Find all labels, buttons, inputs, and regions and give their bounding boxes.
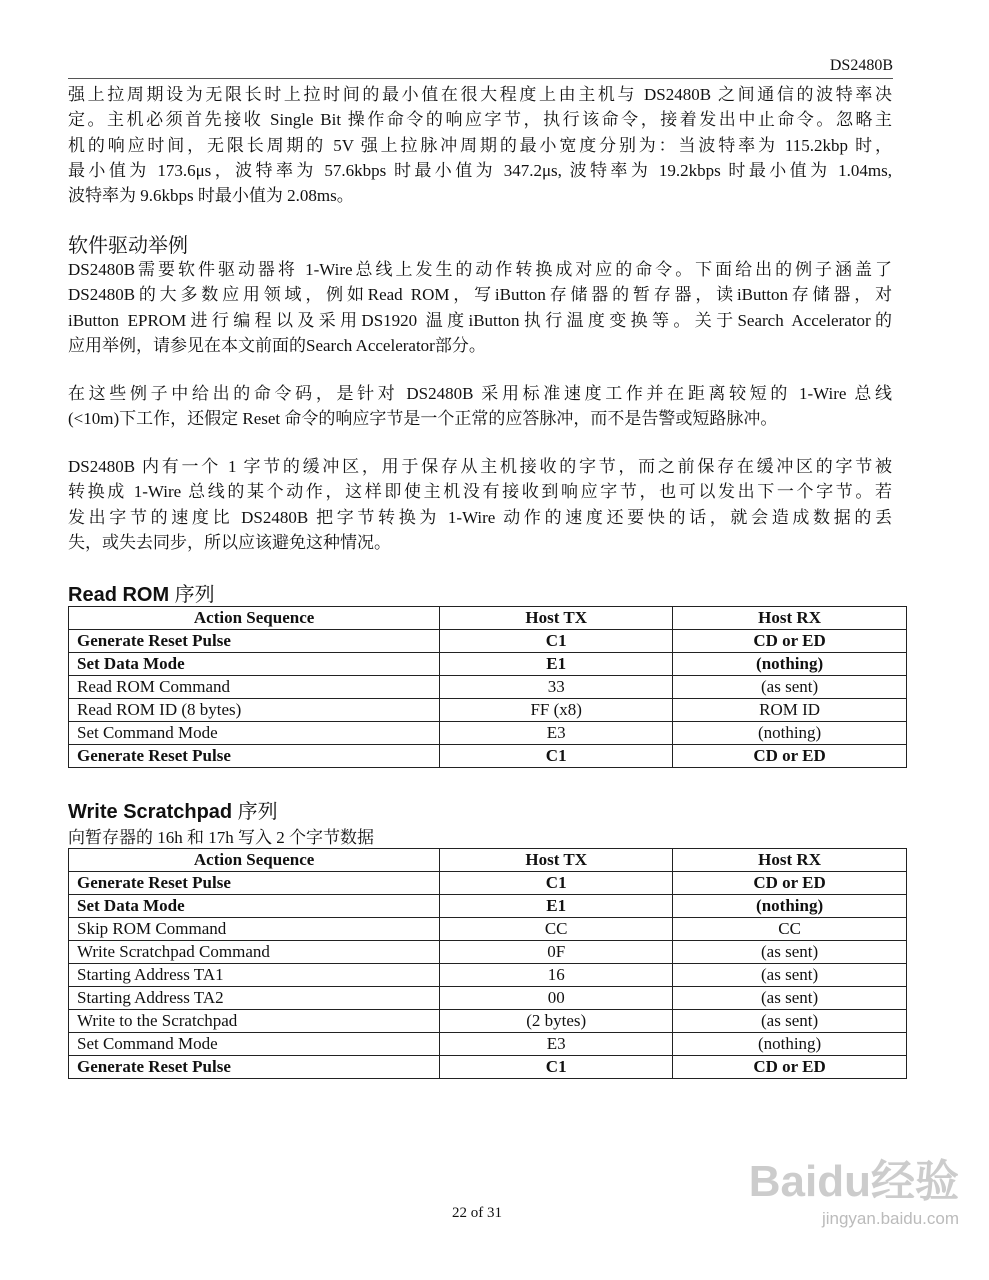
host-rx-cell: ROM ID (673, 699, 907, 722)
host-tx-cell: E3 (440, 722, 673, 745)
host-tx-cell: E3 (440, 1033, 673, 1056)
text-line: 失，或失去同步，所以应该避免这种情况。 (68, 532, 391, 552)
table-row (69, 745, 907, 768)
text-line: 应用举例，请参见在本文前面的Search Accelerator部分。 (68, 335, 486, 355)
column-header: Host TX (440, 607, 673, 630)
host-rx-cell: (nothing) (673, 722, 907, 745)
host-rx-cell: (as sent) (673, 1010, 907, 1033)
write-scratchpad-table (68, 848, 907, 1079)
action-cell: Generate Reset Pulse (69, 745, 440, 768)
text-line: DS2480B需要软件驱动器将 1-Wire总线上发生的动作转换成对应的命令。下面给出的例子涵盖了 (68, 260, 892, 279)
host-rx-cell: CD or ED (673, 745, 907, 768)
column-header: Host RX (673, 849, 907, 872)
action-cell: Write to the Scratchpad (69, 1010, 440, 1033)
host-rx-cell: (nothing) (673, 653, 907, 676)
host-tx-cell: FF (x8) (440, 699, 673, 722)
watermark-url: jingyan.baidu.com (821, 1209, 959, 1228)
host-tx-cell: E1 (440, 895, 673, 918)
column-header: Action Sequence (69, 849, 440, 872)
action-cell: Read ROM Command (69, 676, 440, 699)
host-tx-cell: C1 (440, 745, 673, 768)
column-header: Host RX (673, 607, 907, 630)
write-scratchpad-subtitle: 向暂存器的 16h 和 17h 写入 2 个字节数据 (68, 828, 374, 847)
action-cell: Generate Reset Pulse (69, 1056, 440, 1079)
action-cell: Starting Address TA2 (69, 987, 440, 1010)
paragraph-buffer (68, 454, 892, 555)
text-line: 强上拉周期设为无限长时上拉时间的最小值在很大程度上由主机与 DS2480B 之间通信的波特率决 (68, 85, 892, 104)
host-tx-cell: 00 (440, 987, 673, 1010)
action-cell: Skip ROM Command (69, 918, 440, 941)
text-line: 发出字节的速度比 DS2480B 把字节转换为 1-Wire 动作的速度还要快的话，就会造成数据的丢 (68, 507, 892, 527)
table-row (69, 872, 907, 895)
text-line: iButton EPROM进行编程以及采用DS1920 温度iButton执行温度变换等。关于Search Accelerator的 (68, 310, 892, 330)
table-row (69, 964, 907, 987)
host-tx-cell: C1 (440, 1056, 673, 1079)
table-row (69, 987, 907, 1010)
table-header-row (69, 607, 907, 630)
action-cell: Set Command Mode (69, 722, 440, 745)
table-row (69, 895, 907, 918)
page-number: 22 of 31 (452, 1205, 502, 1221)
column-header: Action Sequence (69, 607, 440, 630)
host-tx-cell: 33 (440, 676, 673, 699)
host-rx-cell: (nothing) (673, 1033, 907, 1056)
host-tx-cell: 0F (440, 941, 673, 964)
host-rx-cell: (nothing) (673, 895, 907, 918)
text-line: (<10m)下工作，还假定 Reset 命令的响应字节是一个正常的应答脉冲，而不是告警或短路脉冲。 (68, 409, 778, 429)
action-cell: Generate Reset Pulse (69, 872, 440, 895)
table-row (69, 722, 907, 745)
text-line: 机的响应时间，无限长周期的 5V 强上拉脉冲周期的最小宽度分别为：当波特率为 115.2kbp 时， (68, 135, 892, 155)
text-line: DS2480B 内有一个 1 字节的缓冲区，用于保存从主机接收的字节，而之前保存在缓冲区的字节被 (68, 457, 892, 476)
write-scratchpad-heading (68, 795, 278, 824)
table-row (69, 653, 907, 676)
action-cell: Set Data Mode (69, 895, 440, 918)
table-row (69, 941, 907, 964)
action-cell: Generate Reset Pulse (69, 630, 440, 653)
table-row (69, 676, 907, 699)
read-rom-heading (68, 578, 215, 607)
host-rx-cell: CD or ED (673, 1056, 907, 1079)
action-cell: Write Scratchpad Command (69, 941, 440, 964)
host-rx-cell: (as sent) (673, 987, 907, 1010)
text-line: DS2480B的大多数应用领域，例如Read ROM，写iButton存储器的暂存器，读iButton存储器，对 (68, 285, 892, 305)
heading-cn: 序列 (169, 584, 215, 606)
baidu-watermark (748, 1157, 959, 1228)
table-row (69, 1010, 907, 1033)
text-line: 在这些例子中给出的命令码，是针对 DS2480B 采用标准速度工作并在距离较短的 1-Wire 总线 (68, 384, 892, 403)
host-tx-cell: 16 (440, 964, 673, 987)
table-row (69, 630, 907, 653)
heading-cn: 序列 (232, 801, 278, 823)
read-rom-table (68, 606, 907, 768)
host-tx-cell: CC (440, 918, 673, 941)
text-line: 定。主机必须首先接收 Single Bit 操作命令的响应字节，执行该命令，接着发出中止命令。忽略主 (68, 110, 892, 130)
host-rx-cell: CC (673, 918, 907, 941)
page-header: DS2480B (829, 57, 893, 74)
paragraph-command-codes (68, 381, 892, 432)
section-heading: 软件驱动举例 (68, 235, 188, 257)
paragraph-pullup (68, 82, 892, 208)
text-line: 波特率为 9.6kbps 时最小值为 2.08ms。 (68, 186, 354, 206)
host-tx-cell: E1 (440, 653, 673, 676)
action-cell: Starting Address TA1 (69, 964, 440, 987)
column-header: Host TX (440, 849, 673, 872)
table-row (69, 699, 907, 722)
host-tx-cell: C1 (440, 630, 673, 653)
paragraph-software-driver (68, 257, 892, 358)
heading-en: Read ROM (68, 584, 170, 606)
action-cell: Set Command Mode (69, 1033, 440, 1056)
table-row (69, 1033, 907, 1056)
header-rule (68, 78, 893, 79)
action-cell: Read ROM ID (8 bytes) (69, 699, 440, 722)
host-tx-cell: C1 (440, 872, 673, 895)
text-line: 最小值为 173.6μs，波特率为 57.6kbps 时最小值为 347.2μs, 波特率为 19.2kbps 时最小值为 1.04ms, (68, 160, 892, 180)
heading-en: Write Scratchpad (68, 801, 233, 823)
table-row (69, 1056, 907, 1079)
action-cell: Set Data Mode (69, 653, 440, 676)
host-rx-cell: CD or ED (673, 630, 907, 653)
watermark-brand: Baidu经验 (748, 1157, 959, 1206)
host-rx-cell: (as sent) (673, 676, 907, 699)
table-header-row (69, 849, 907, 872)
host-rx-cell: (as sent) (673, 941, 907, 964)
table-row (69, 918, 907, 941)
host-tx-cell: (2 bytes) (440, 1010, 673, 1033)
text-line: 转换成 1-Wire 总线的某个动作，这样即使主机没有接收到响应字节，也可以发出下一个字节。若 (68, 482, 892, 502)
host-rx-cell: CD or ED (673, 872, 907, 895)
host-rx-cell: (as sent) (673, 964, 907, 987)
